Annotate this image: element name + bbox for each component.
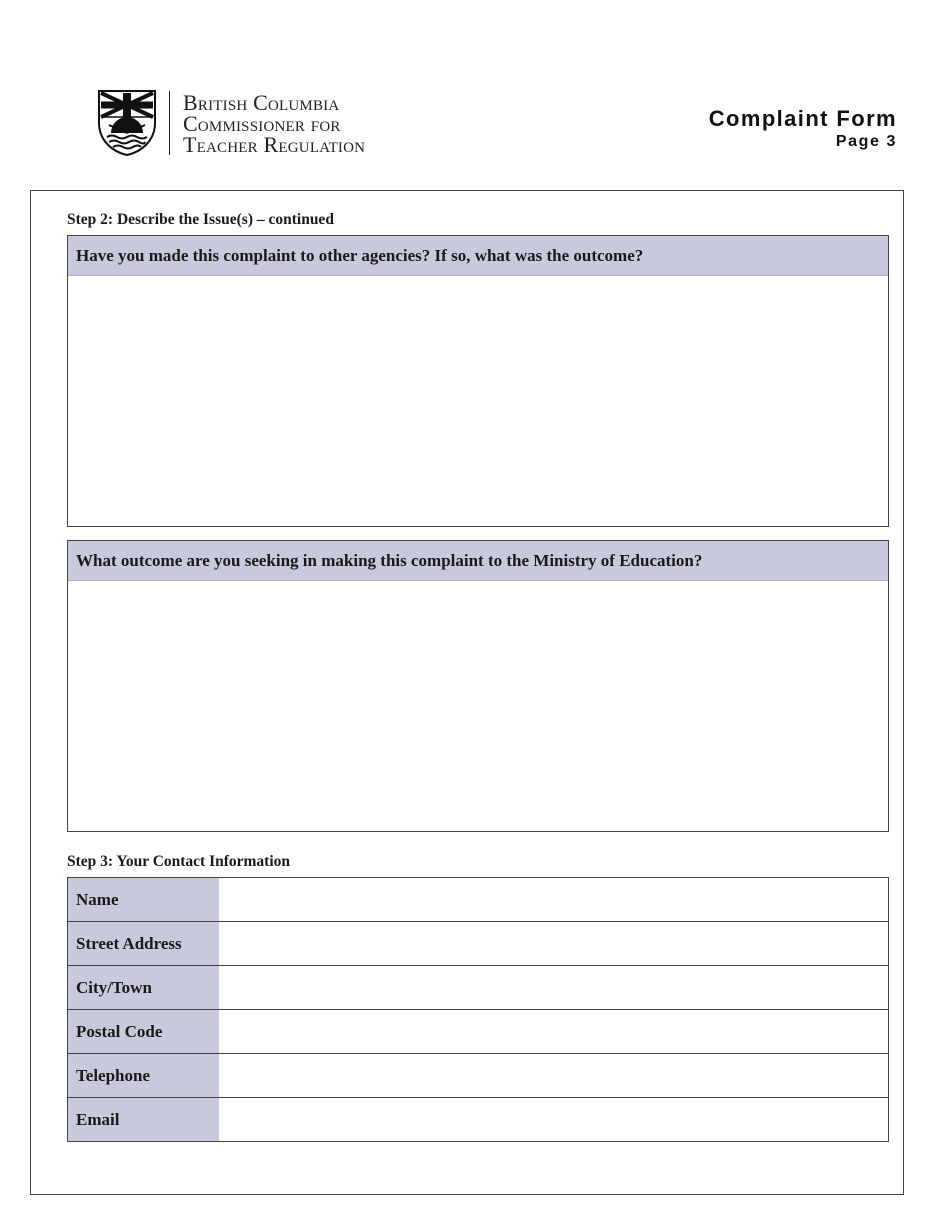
name-field[interactable] [219, 878, 889, 921]
outcome-sought-answer-field[interactable] [68, 581, 888, 831]
step3-heading: Step 3: Your Contact Information [67, 853, 291, 870]
field-label-street-address: Street Address [68, 922, 219, 966]
page-number: Page 3 [835, 133, 897, 150]
logo-divider [169, 91, 170, 155]
organization-logo [97, 89, 365, 157]
coat-of-arms-icon [97, 89, 157, 157]
question-heading: Have you made this complaint to other agencies? If so, what was the outcome? [68, 236, 888, 276]
email-field[interactable] [219, 1098, 889, 1141]
form-title: Complaint Form [708, 106, 897, 131]
telephone-field[interactable] [219, 1054, 889, 1097]
table-row [68, 966, 889, 1010]
street-address-field[interactable] [219, 922, 889, 965]
other-agencies-answer-field[interactable] [68, 276, 888, 526]
question-box-other-agencies [67, 235, 889, 527]
postal-code-field[interactable] [219, 1010, 889, 1053]
contact-information-table [67, 877, 889, 1142]
table-row [68, 922, 889, 966]
organization-name [183, 89, 366, 157]
field-label-city-town: City/Town [68, 966, 219, 1010]
field-label-postal-code: Postal Code [68, 1010, 219, 1054]
field-label-telephone: Telephone [68, 1054, 219, 1098]
table-row [68, 878, 889, 922]
organization-name-line: Commissioner for [183, 110, 341, 136]
table-row [68, 1010, 889, 1054]
field-label-email: Email [68, 1098, 219, 1142]
organization-name-line: British Columbia [183, 89, 340, 115]
question-heading: What outcome are you seeking in making this complaint to the Ministry of Education? [68, 541, 888, 581]
table-row [68, 1098, 889, 1142]
question-box-outcome-sought [67, 540, 889, 832]
form-title-block [709, 106, 897, 152]
field-label-name: Name [68, 878, 219, 922]
step2-heading: Step 2: Describe the Issue(s) – continued [67, 211, 334, 228]
organization-name-line: Teacher Regulation [183, 131, 366, 157]
table-row [68, 1054, 889, 1098]
city-town-field[interactable] [219, 966, 889, 1009]
